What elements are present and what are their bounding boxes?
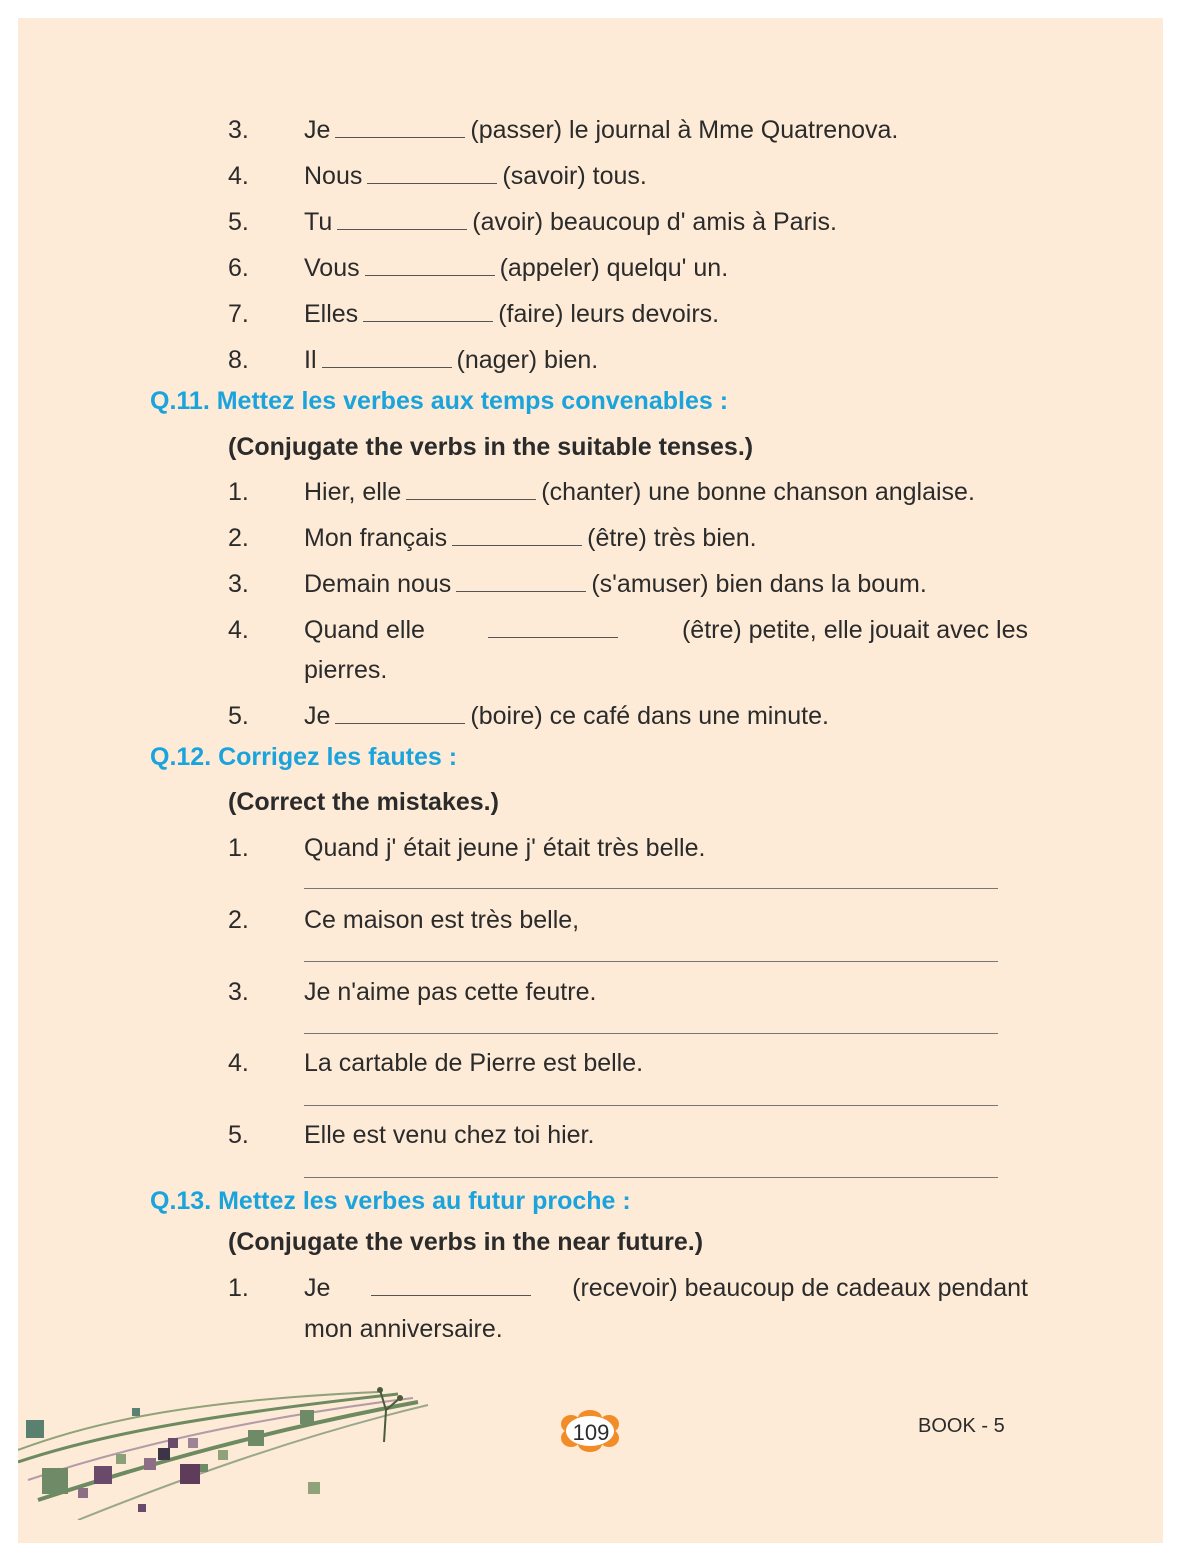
- item-text: Je n'aime pas cette feutre.: [304, 978, 597, 1006]
- item-text-after: (chanter) une bonne chanson anglaise.: [541, 478, 975, 506]
- item-text-after: (appeler) quelqu' un.: [499, 254, 729, 282]
- item-number: 2.: [228, 906, 249, 934]
- item-text-after: (recevoir) beaucoup de cadeaux pendant: [572, 1274, 1028, 1302]
- answer-line[interactable]: [304, 961, 998, 962]
- answer-line[interactable]: [304, 888, 998, 889]
- item-number: 1.: [228, 478, 249, 506]
- page-number: 109: [572, 1420, 610, 1445]
- item-number: 2.: [228, 524, 249, 552]
- page-number-badge: [563, 1410, 625, 1452]
- item-text-after: (savoir) tous.: [502, 162, 647, 190]
- item-text-continuation: pierres.: [304, 656, 388, 684]
- item-number: 6.: [228, 254, 249, 282]
- item-text: Elle est venu chez toi hier.: [304, 1121, 595, 1149]
- item-number: 1.: [228, 1274, 249, 1302]
- item-text: La cartable de Pierre est belle.: [304, 1049, 644, 1077]
- item-text-before: Je: [304, 1274, 331, 1302]
- q11-subheading: (Conjugate the verbs in the suitable tenses.): [228, 433, 754, 461]
- q13-subheading: (Conjugate the verbs in the near future.): [228, 1228, 704, 1256]
- item-text-continuation: mon anniversaire.: [304, 1315, 503, 1343]
- item-number: 4.: [228, 616, 249, 644]
- item-text-after: (boire) ce café dans une minute.: [470, 702, 829, 730]
- item-number: 5.: [228, 702, 249, 730]
- item-number: 4.: [228, 162, 249, 190]
- item-text-after: (nager) bien.: [456, 346, 599, 374]
- item-text-before: Elles: [304, 300, 359, 328]
- item-text-after: (être) très bien.: [587, 524, 757, 552]
- q11-heading: Q.11. Mettez les verbes aux temps convenables :: [150, 387, 729, 415]
- item-text-after: (s'amuser) bien dans la boum.: [591, 570, 927, 598]
- item-number: 3.: [228, 570, 249, 598]
- book-label: BOOK - 5: [918, 1415, 1005, 1437]
- item-text-before: Vous: [304, 254, 360, 282]
- item-text: Ce maison est très belle,: [304, 906, 580, 934]
- item-number: 3.: [228, 978, 249, 1006]
- answer-line[interactable]: [304, 1033, 998, 1034]
- answer-blank[interactable]: [335, 701, 465, 724]
- answer-blank[interactable]: [406, 477, 536, 500]
- item-text-before: Hier, elle: [304, 478, 402, 506]
- item-number: 4.: [228, 1049, 249, 1077]
- item-text-before: Il: [304, 346, 317, 374]
- q13-heading: Q.13. Mettez les verbes au futur proche :: [150, 1187, 631, 1215]
- answer-blank[interactable]: [337, 207, 467, 230]
- item-text-after: (faire) leurs devoirs.: [498, 300, 720, 328]
- answer-blank[interactable]: [488, 615, 618, 638]
- answer-blank[interactable]: [456, 569, 586, 592]
- answer-blank[interactable]: [371, 1273, 531, 1296]
- item-text-before: Je: [304, 702, 331, 730]
- item-text-before: Je: [304, 116, 331, 144]
- item-text: Quand j' était jeune j' était très belle.: [304, 834, 706, 862]
- item-text-before: Nous: [304, 162, 363, 190]
- item-text-before: Tu: [304, 208, 333, 236]
- item-text-before: Quand elle: [304, 616, 425, 644]
- item-text-before: Demain nous: [304, 570, 452, 598]
- answer-blank[interactable]: [367, 161, 497, 184]
- answer-blank[interactable]: [363, 299, 493, 322]
- item-text-after: (passer) le journal à Mme Quatrenova.: [470, 116, 899, 144]
- q12-heading: Q.12. Corrigez les fautes :: [150, 743, 458, 771]
- answer-line[interactable]: [304, 1105, 998, 1106]
- item-text-after: (avoir) beaucoup d' amis à Paris.: [472, 208, 837, 236]
- decorative-swirl-graphic: [18, 1380, 438, 1520]
- answer-blank[interactable]: [452, 523, 582, 546]
- answer-blank[interactable]: [322, 345, 452, 368]
- answer-blank[interactable]: [335, 115, 465, 138]
- item-number: 1.: [228, 834, 249, 862]
- item-number: 5.: [228, 208, 249, 236]
- page-background: [18, 18, 1163, 1543]
- answer-blank[interactable]: [365, 253, 495, 276]
- answer-line[interactable]: [304, 1177, 998, 1178]
- item-text-before: Mon français: [304, 524, 448, 552]
- item-text-after: (être) petite, elle jouait avec les: [681, 616, 1028, 644]
- item-number: 5.: [228, 1121, 249, 1149]
- item-number: 8.: [228, 346, 249, 374]
- item-number: 7.: [228, 300, 249, 328]
- q12-subheading: (Correct the mistakes.): [228, 788, 499, 816]
- item-number: 3.: [228, 116, 249, 144]
